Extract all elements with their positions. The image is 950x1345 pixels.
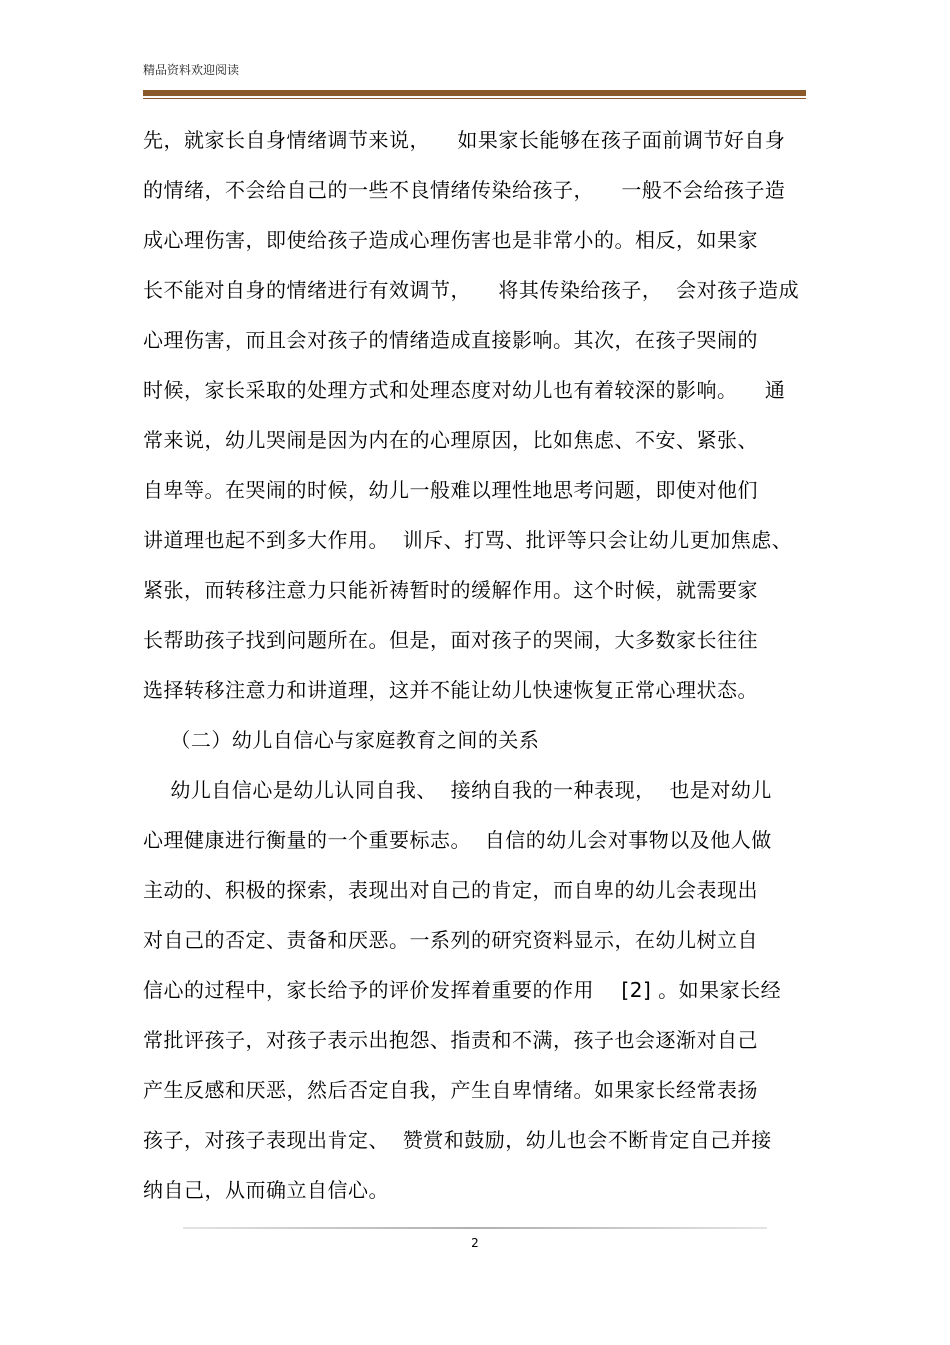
page-header: 精品资料欢迎阅读 [143, 63, 240, 77]
body-line: 对自己的否定、责备和厌恶。一系列的研究资料显示，在幼儿树立自 [143, 928, 758, 952]
body-line: 幼儿自信心是幼儿认同自我、 接纳自我的一种表现， 也是对幼儿 [143, 778, 772, 802]
body-line: 常来说，幼儿哭闹是因为内在的心理原因，比如焦虑、不安、紧张、 [143, 428, 758, 452]
header-rule-thin [143, 98, 806, 99]
body-line: 信心的过程中，家长给予的评价发挥着重要的作用 [2] 。如果家长经 [143, 978, 782, 1002]
body-line: 先，就家长自身情绪调节来说， 如果家长能够在孩子面前调节好自身 [143, 128, 786, 152]
footer-rule [183, 1227, 767, 1229]
body-line: 选择转移注意力和讲道理，这并不能让幼儿快速恢复正常心理状态。 [143, 678, 758, 702]
body-line: 时候，家长采取的处理方式和处理态度对幼儿也有着较深的影响。 通 [143, 378, 786, 402]
body-line: 常批评孩子，对孩子表示出抱怨、指责和不满，孩子也会逐渐对自己 [143, 1028, 758, 1052]
body-line: 自卑等。在哭闹的时候，幼儿一般难以理性地思考问题，即使对他们 [143, 478, 758, 502]
body-line: 长不能对自身的情绪进行有效调节， 将其传染给孩子， 会对孩子造成 [143, 278, 800, 302]
body-line: 的情绪，不会给自己的一些不良情绪传染给孩子， 一般不会给孩子造 [143, 178, 786, 202]
body-line: 成心理伤害，即使给孩子造成心理伤害也是非常小的。相反，如果家 [143, 228, 758, 252]
page-number: 2 [471, 1236, 479, 1250]
body-line: 心理健康进行衡量的一个重要标志。 自信的幼儿会对事物以及他人做 [143, 828, 772, 852]
body-line: 讲道理也起不到多大作用。 训斥、打骂、批评等只会让幼儿更加焦虑、 [143, 528, 793, 552]
body-line: 紧张，而转移注意力只能祈祷暂时的缓解作用。这个时候，就需要家 [143, 578, 758, 602]
section-heading: （二）幼儿自信心与家庭教育之间的关系 [143, 728, 540, 752]
body-line: 心理伤害，而且会对孩子的情绪造成直接影响。其次，在孩子哭闹的 [143, 328, 758, 352]
body-line: 主动的、积极的探索，表现出对自己的肯定，而自卑的幼儿会表现出 [143, 878, 758, 902]
body-line: 孩子，对孩子表现出肯定、 赞赏和鼓励，幼儿也会不断肯定自己并接 [143, 1128, 772, 1152]
body-line: 产生反感和厌恶，然后否定自我，产生自卑情绪。如果家长经常表扬 [143, 1078, 758, 1102]
body-line: 纳自己，从而确立自信心。 [143, 1178, 389, 1202]
header-rule [143, 90, 806, 96]
body-line: 长帮助孩子找到问题所在。但是，面对孩子的哭闹，大多数家长往往 [143, 628, 758, 652]
